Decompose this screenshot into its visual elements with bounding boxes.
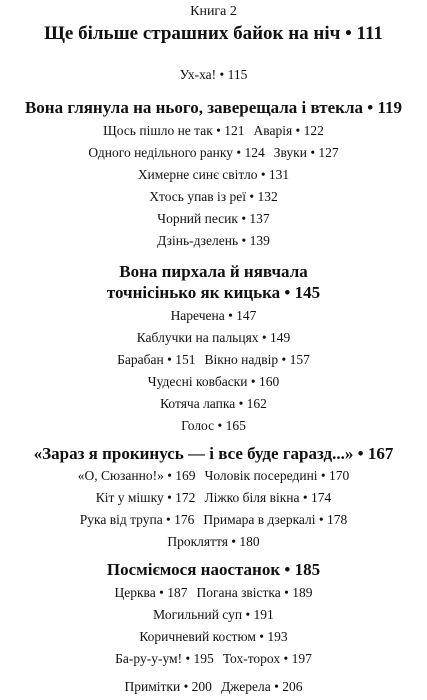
toc-entry: Церква • 187 [114,585,188,600]
toc-entry: Ба-ру-у-ум! • 195 [115,651,214,666]
toc-line [0,396,427,412]
toc-line [0,468,427,484]
book-title: Ще більше страшних байок на ніч • 111 [44,23,383,44]
toc-line [0,534,427,550]
toc-line [0,211,427,227]
toc-entry: Чудесні ковбаски • 160 [147,374,280,389]
toc-entry: Примітки • 200 [124,679,212,694]
section-heading: Вона глянула на нього, заверещала і втекла • 119 [24,98,403,117]
toc-entry: Голос • 165 [181,418,246,433]
toc-entry: Звуки • 127 [273,145,339,160]
toc-line [0,374,427,390]
toc-entry: Тох-торох • 197 [222,651,312,666]
toc-line [0,145,427,161]
toc-line [0,233,427,249]
toc-entry: Аварія • 122 [253,123,324,138]
toc-entry: Вікно надвір • 157 [204,352,310,367]
toc-entry: Хтось упав із реї • 132 [149,189,278,204]
toc-line [0,585,427,601]
toc-line [0,308,427,324]
toc-line [0,167,427,183]
toc-entry: Прокляття • 180 [167,534,260,549]
toc-entry: Химерне синє світло • 131 [137,167,290,182]
toc-line [0,679,427,695]
toc-line [0,123,427,139]
toc-entry: «О, Сюзанно!» • 169 [77,468,196,483]
toc-line [0,418,427,434]
toc-entry: Джерела • 206 [220,679,303,694]
toc-entry: Могильний суп • 191 [153,607,274,622]
toc-line [0,189,427,205]
book-label: Книга 2 [190,4,237,19]
toc-line [0,629,427,645]
toc-line [0,67,427,83]
toc-entry: Котяча лапка • 162 [160,396,267,411]
toc-line [0,352,427,368]
toc-entry: Ліжко біля вікна • 174 [204,490,332,505]
toc-entry: Каблучки на пальцях • 149 [136,330,291,345]
section-heading: Вона пирхала й нявчала [119,262,308,281]
toc-entry: Примара в дзеркалі • 178 [203,512,348,527]
section-heading: Посміємося наостанок • 185 [106,560,321,579]
toc-line [0,651,427,667]
toc-entry: Щось пішло не так • 121 [103,123,245,138]
toc-entry: Одного недільного ранку • 124 [88,145,265,160]
toc-entry: Чоловік посередині • 170 [204,468,350,483]
toc-entry: Дзінь-дзелень • 139 [157,233,270,248]
toc-entry: Кіт у мішку • 172 [95,490,196,505]
toc-entry: Рука від трупа • 176 [79,512,195,527]
toc-entry: Чорний песик • 137 [157,211,270,226]
toc-entry: Барабан • 151 [117,352,196,367]
toc-entry: Ух-ха! • 115 [179,67,248,82]
toc-line [0,607,427,623]
toc-entry: Наречена • 147 [170,308,257,323]
toc-entry: Коричневий костюм • 193 [139,629,288,644]
toc-line [0,330,427,346]
section-heading: «Зараз я прокинусь — і все буде гаразд...» • 167 [33,444,394,463]
toc-line [0,512,427,528]
toc-line [0,490,427,506]
section-heading: точнісінько як кицька • 145 [106,283,321,302]
toc-entry: Погана звістка • 189 [196,585,313,600]
